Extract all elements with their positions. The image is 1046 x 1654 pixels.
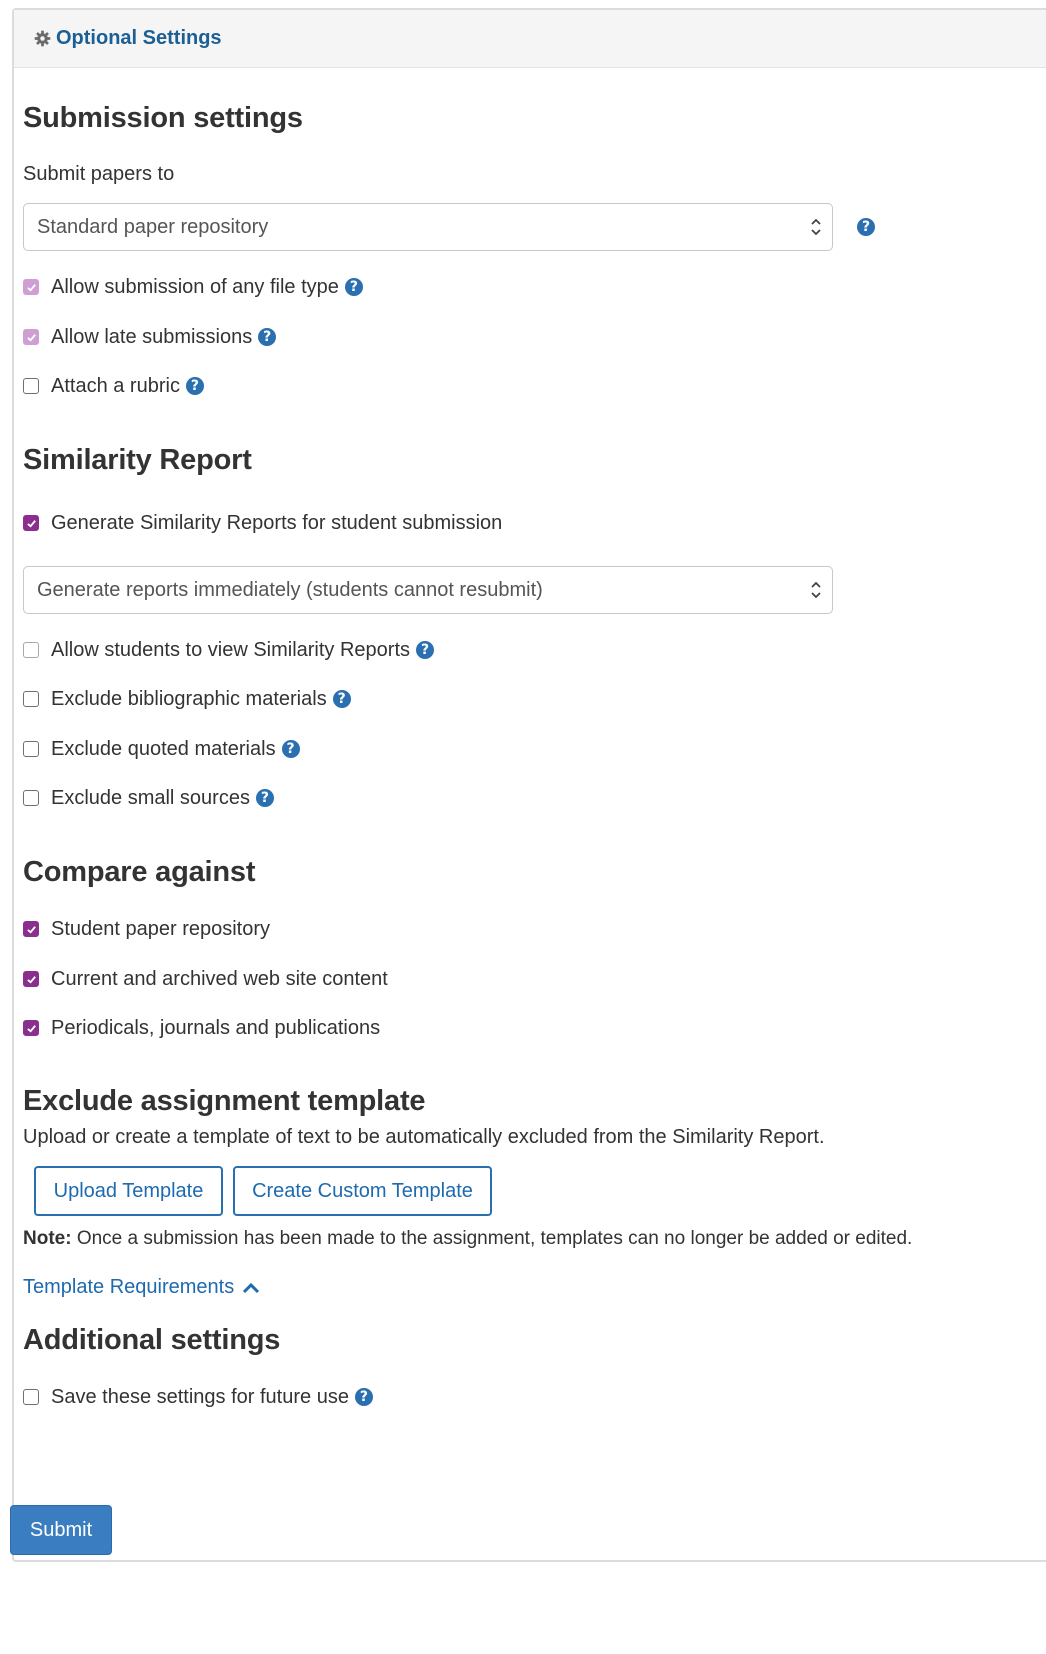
- template-requirements-label: Template Requirements: [23, 1276, 235, 1298]
- upload-template-button[interactable]: Upload Template: [34, 1166, 223, 1216]
- web-content-label: Current and archived web site content: [51, 967, 388, 990]
- exclude-small-checkbox[interactable]: [23, 790, 39, 806]
- attach-rubric-row: [23, 372, 204, 400]
- repository-help-icon[interactable]: ?: [857, 218, 875, 236]
- chevron-up-icon: [242, 1282, 260, 1294]
- compare-against-heading: Compare against: [23, 856, 256, 888]
- any-file-type-help-icon[interactable]: ?: [345, 278, 363, 296]
- web-content-row: [23, 965, 388, 993]
- gear-icon: [34, 30, 51, 47]
- late-submissions-row: [23, 323, 276, 351]
- create-custom-template-button[interactable]: Create Custom Template: [233, 1166, 492, 1216]
- note-label: Note:: [23, 1228, 72, 1249]
- allow-view-row: [23, 636, 434, 664]
- template-requirements-link[interactable]: [23, 1276, 260, 1299]
- save-settings-label: Save these settings for future use: [51, 1385, 349, 1408]
- exclude-quoted-row: [23, 735, 300, 763]
- report-generation-select[interactable]: [23, 566, 833, 614]
- repository-select[interactable]: [23, 203, 833, 251]
- any-file-type-label: Allow submission of any file type: [51, 275, 339, 298]
- check-icon: [26, 924, 37, 935]
- exclude-small-help-icon[interactable]: ?: [256, 789, 274, 807]
- allow-view-label: Allow students to view Similarity Reports: [51, 638, 411, 661]
- similarity-report-heading: Similarity Report: [23, 444, 252, 476]
- generate-reports-checkbox[interactable]: [23, 515, 39, 531]
- attach-rubric-help-icon[interactable]: ?: [186, 377, 204, 395]
- periodicals-label: Periodicals, journals and publications: [51, 1016, 381, 1039]
- student-repo-label: Student paper repository: [51, 917, 271, 940]
- check-icon: [26, 1023, 37, 1034]
- exclude-bib-label: Exclude bibliographic materials: [51, 687, 327, 710]
- exclude-bib-help-icon[interactable]: ?: [333, 690, 351, 708]
- check-icon: [26, 332, 37, 343]
- template-description: Upload or create a template of text to be automatically excluded from the Similarity Report.: [23, 1126, 825, 1148]
- select-chevrons-icon: [810, 580, 822, 600]
- exclude-quoted-help-icon[interactable]: ?: [282, 740, 300, 758]
- late-submissions-help-icon[interactable]: ?: [258, 328, 276, 346]
- check-icon: [26, 518, 37, 529]
- web-content-checkbox[interactable]: [23, 971, 39, 987]
- report-generation-select-value: Generate reports immediately (students cannot resubmit): [37, 578, 543, 601]
- exclude-bib-checkbox[interactable]: [23, 691, 39, 707]
- template-note: [23, 1228, 912, 1250]
- generate-reports-label: Generate Similarity Reports for student submission: [51, 511, 503, 534]
- check-icon: [26, 974, 37, 985]
- exclude-small-row: [23, 784, 274, 812]
- student-repo-row: [23, 915, 270, 943]
- exclude-template-heading: Exclude assignment template: [23, 1085, 426, 1117]
- attach-rubric-label: Attach a rubric: [51, 374, 180, 397]
- exclude-quoted-checkbox[interactable]: [23, 741, 39, 757]
- additional-settings-heading: Additional settings: [23, 1324, 281, 1356]
- panel-title: Optional Settings: [56, 27, 222, 49]
- any-file-type-checkbox[interactable]: [23, 279, 39, 295]
- save-settings-row: [23, 1383, 373, 1411]
- any-file-type-row: [23, 273, 363, 301]
- periodicals-checkbox[interactable]: [23, 1020, 39, 1036]
- repository-select-value: Standard paper repository: [37, 215, 269, 238]
- late-submissions-checkbox[interactable]: [23, 329, 39, 345]
- late-submissions-label: Allow late submissions: [51, 325, 253, 348]
- select-chevrons-icon: [810, 217, 822, 237]
- periodicals-row: [23, 1014, 380, 1042]
- exclude-bib-row: [23, 685, 351, 713]
- allow-view-checkbox[interactable]: [23, 642, 39, 658]
- panel-header[interactable]: [14, 10, 1046, 68]
- attach-rubric-checkbox[interactable]: [23, 378, 39, 394]
- submit-papers-label: Submit papers to: [23, 163, 175, 185]
- save-settings-checkbox[interactable]: [23, 1389, 39, 1405]
- note-text: Once a submission has been made to the assignment, templates can no longer be added or edited.: [71, 1228, 913, 1249]
- student-repo-checkbox[interactable]: [23, 921, 39, 937]
- submit-button[interactable]: Submit: [10, 1505, 112, 1555]
- allow-view-help-icon[interactable]: ?: [416, 641, 434, 659]
- check-icon: [26, 282, 37, 293]
- submission-settings-heading: Submission settings: [23, 102, 303, 134]
- exclude-small-label: Exclude small sources: [51, 786, 250, 809]
- generate-reports-row: [23, 509, 502, 537]
- save-settings-help-icon[interactable]: ?: [355, 1388, 373, 1406]
- exclude-quoted-label: Exclude quoted materials: [51, 737, 276, 760]
